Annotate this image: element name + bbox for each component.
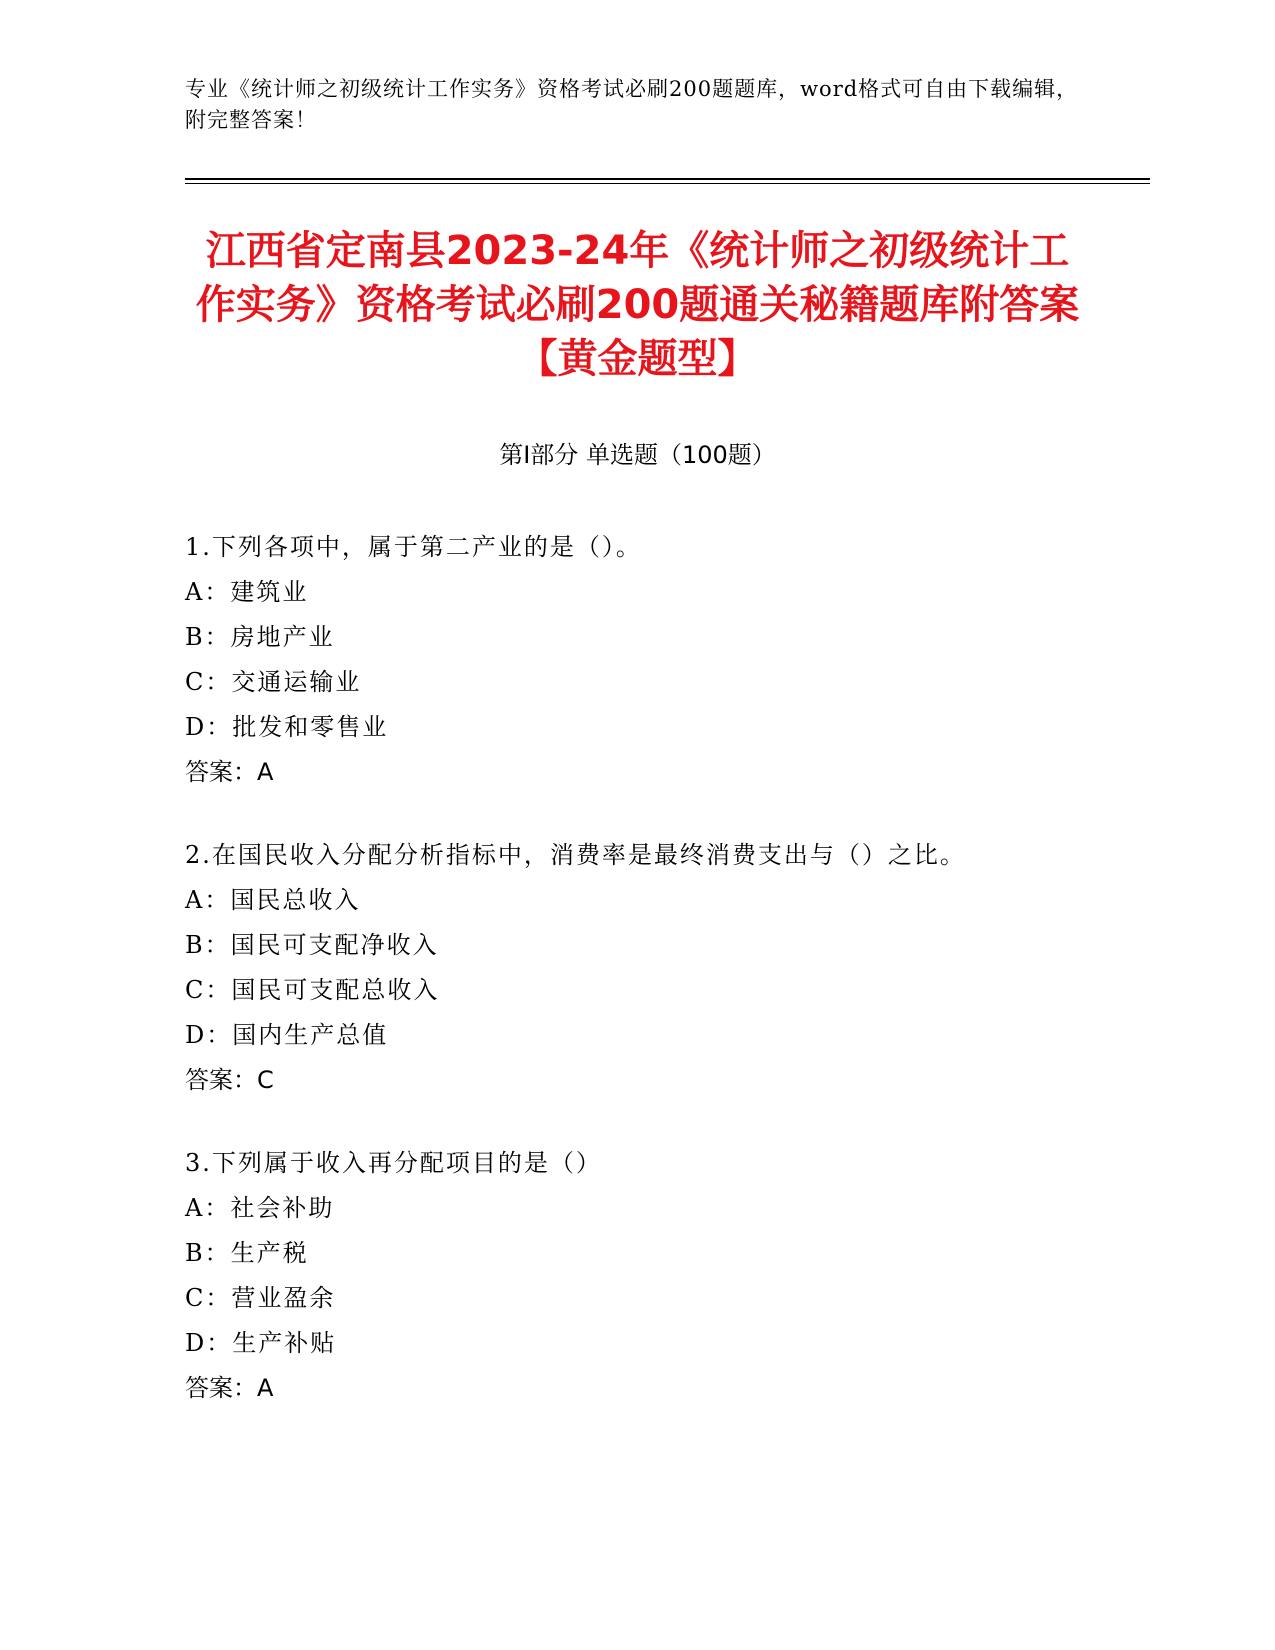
option-b: B：房地产业	[185, 623, 335, 651]
question-list	[185, 525, 1115, 1449]
question-stem: 3.下列属于收入再分配项目的是（）	[185, 1149, 602, 1177]
answer: 答案：A	[185, 1374, 274, 1402]
option-c: C：国民可支配总收入	[185, 976, 440, 1004]
option-c: C：营业盈余	[185, 1284, 336, 1312]
answer: 答案：A	[185, 758, 274, 786]
question-1	[185, 525, 1115, 795]
option-a: A：建筑业	[185, 578, 309, 606]
option-a: A：国民总收入	[185, 886, 361, 914]
section-heading: 第Ⅰ部分 单选题（100题）	[499, 441, 776, 469]
question-stem: 2.在国民收入分配分析指标中，消费率是最终消费支出与（）之比。	[185, 841, 966, 869]
header-note: 专业《统计师之初级统计工作实务》资格考试必刷200题题库，word格式可自由下载编辑，附完整答案！	[185, 77, 1079, 132]
option-b: B：国民可支配净收入	[185, 931, 439, 959]
header-rule-thin	[185, 183, 1150, 184]
option-a: A：社会补助	[185, 1194, 335, 1222]
option-d: D：生产补贴	[185, 1329, 337, 1357]
document-title: 江西省定南县2023-24年《统计师之初级统计工作实务》资格考试必刷200题通关秘籍题库附答案【黄金题型】	[195, 228, 1080, 382]
option-c: C：交通运输业	[185, 668, 362, 696]
option-d: D：批发和零售业	[185, 713, 389, 741]
header-rule-thick	[185, 178, 1150, 180]
question-stem: 1.下列各项中，属于第二产业的是（）。	[185, 533, 642, 561]
question-2	[185, 833, 1115, 1103]
option-d: D：国内生产总值	[185, 1021, 389, 1049]
question-3	[185, 1141, 1115, 1411]
answer: 答案：C	[185, 1066, 274, 1094]
option-b: B：生产税	[185, 1239, 309, 1267]
